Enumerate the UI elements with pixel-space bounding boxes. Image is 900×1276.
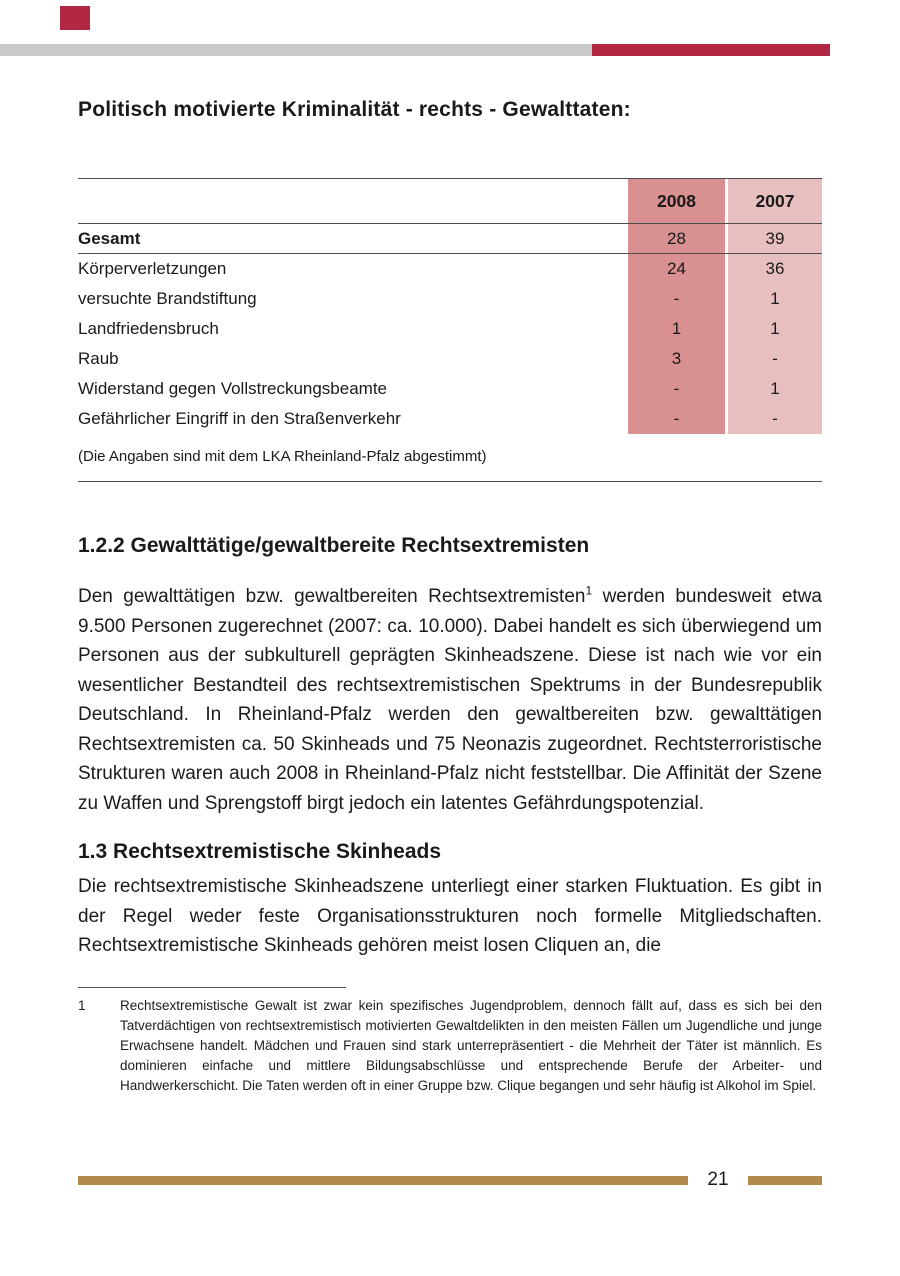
table-header-row [78, 179, 822, 223]
crime-stats-table [78, 178, 822, 465]
page-title: Politisch motivierte Kriminalität - rechts - Gewalttaten: [78, 98, 631, 121]
page-footer [78, 1169, 822, 1191]
table-header-2007: 2007 [728, 179, 822, 223]
page-number: 21 [707, 1169, 729, 1190]
table-row [78, 284, 822, 314]
paragraph-text-after-ref: werden bundesweit etwa 9.500 Personen zugerechnet (2007: ca. 10.000). Dabei handelt es sich überwiegend um Personen aus der subkulturell geprägten Skinheadszene. Diese ist nach wie vor ein wesentlicher Bestandteil des rechtsextremistischen Spektrums in der Bundesrepublik Deutschland. In Rheinland-Pfalz werden den gewaltbereiten bzw. gewalttätigen Rechtsextremisten ca. 50 Skinheads und 75 Neonazis zugeordnet. Rechtsterroristische Strukturen waren auch 2008 in Rheinland-Pfalz nicht feststellbar. Die Affinität der Szene zu Waffen und Sprengstoff birgt jedoch ein latentes Gefährdungspotenzial. [78, 586, 823, 814]
section-divider-rule [78, 481, 822, 482]
footnote-1 [78, 996, 822, 1096]
section-heading-1-3: 1.3 Rechtsextremistische Skinheads [78, 840, 442, 863]
paragraph-skinheads: Die rechtsextremistische Skinheadszene unterliegt einer starken Fluktuation. Es gibt in der Regel weder feste Organisationsstrukturen noch formelle Mitgliedschaften. Rechtsextremistische Skinheads gehören meist losen Cliquen an, die [78, 876, 822, 956]
table-row-total [78, 223, 822, 254]
footnote-number: 1 [78, 997, 86, 1013]
row-label: Raub [78, 349, 119, 368]
value-2007: 1 [728, 374, 822, 404]
table-row [78, 314, 822, 344]
row-label: Landfriedensbruch [78, 319, 219, 338]
paragraph-extremists [78, 582, 822, 818]
value-2008: 24 [628, 254, 725, 284]
footer-bar-left [78, 1176, 688, 1185]
value-2007: - [728, 344, 822, 374]
value-2008: 1 [628, 314, 725, 344]
table-row [78, 404, 822, 434]
row-label: Gefährlicher Eingriff in den Straßenverkehr [78, 409, 401, 428]
value-2007: 39 [728, 224, 822, 253]
table-row [78, 374, 822, 404]
footnote-block [78, 987, 822, 1096]
row-label: Widerstand gegen Vollstreckungsbeamte [78, 379, 388, 398]
footnote-reference: 1 [585, 583, 593, 598]
value-2008: - [628, 284, 725, 314]
table-source-note: (Die Angaben sind mit dem LKA Rheinland-Pfalz abgestimmt) [78, 448, 487, 465]
table-row [78, 344, 822, 374]
value-2008: 28 [628, 224, 725, 253]
row-label: Gesamt [78, 228, 141, 248]
value-2008: 3 [628, 344, 725, 374]
table-header-2008: 2008 [628, 179, 725, 223]
footnote-separator-rule [78, 987, 346, 988]
paragraph-text-before-ref: Den gewalttätigen bzw. gewaltbereiten Rechtsextremisten [78, 586, 586, 607]
value-2007: 1 [728, 284, 822, 314]
footer-bar-right [748, 1176, 822, 1185]
footnote-text: Rechtsextremistische Gewalt ist zwar kein spezifisches Jugendproblem, dennoch fällt auf, dass es sich bei den Tatverdächtigen von rechtsextremistisch motivierten Gewaltdelikten in den meisten Fällen um Jugendliche und junge Erwachsene handelt. Mädchen und Frauen sind stark unterrepräsentiert - die Mehrheit der Täter ist männlich. Es dominieren einfache und mittlere Bildungsabschlüsse und entsprechende Berufe der Arbeiter- und Handwerkerschicht. Die Taten werden oft in einer Gruppe bzw. Clique begangen und sehr häufig ist Alkohol im Spiel. [120, 997, 822, 1093]
table-row [78, 254, 822, 284]
value-2007: 1 [728, 314, 822, 344]
value-2007: 36 [728, 254, 822, 284]
table-header-empty [78, 179, 628, 223]
content-column [78, 0, 822, 1096]
value-2008: - [628, 374, 725, 404]
row-label: Körperverletzungen [78, 259, 227, 278]
value-2008: - [628, 404, 725, 434]
section-heading-1-2-2: 1.2.2 Gewalttätige/gewaltbereite Rechtsextremisten [78, 534, 590, 557]
value-2007: - [728, 404, 822, 434]
row-label: versuchte Brandstiftung [78, 289, 257, 308]
